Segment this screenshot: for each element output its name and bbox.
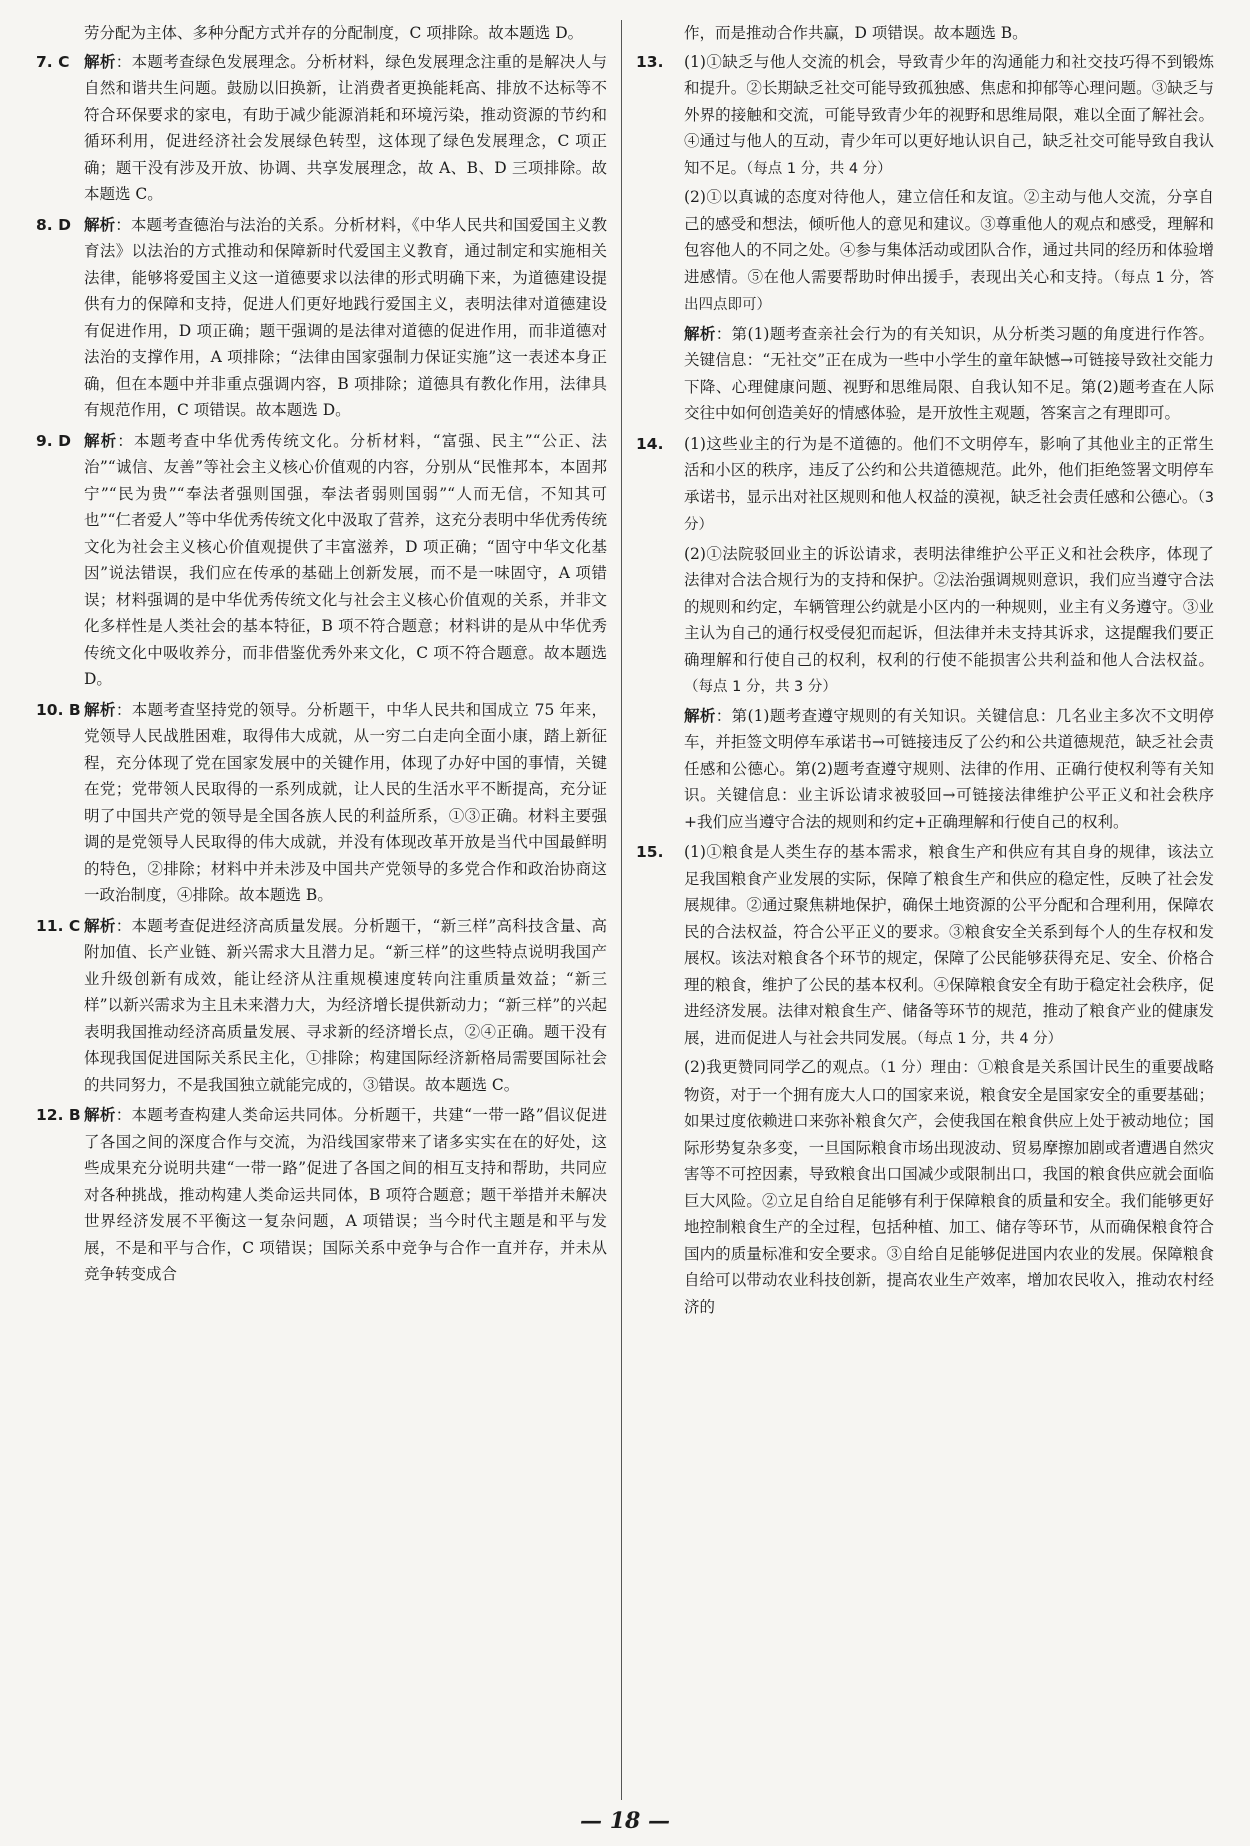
answer-item-14 — [636, 431, 1214, 838]
answer-item-10 — [36, 697, 607, 911]
analysis-text: ：本题考查中华优秀传统文化。分析材料，“富强、民主”“公正、法治”“诚信、友善”等社会主义核心价值观的内容，分别从“民惟邦本，本固邦宁”“民为贵”“奉法者强则国强，奉法者弱则国弱”“人而无信，不知其可也”“仁者爱人”等中华优秀传统文化中汲取了营养，这充分表明中华优秀传统文化为社会主义核心价值观提供了丰富滋养，D 项正确；“固守中华文化基因”说法错误，我们应在传承的基础上创新发展，而不是一味固守，A 项错误；材料强调的是中华优秀传统文化与社会主义核心价值观的关系，并非文化多样性是人类社会的基本特征，B 项不符合题意；材料讲的是从中华优秀传统文化中吸收养分，而非借鉴优秀外来文化，C 项不符合题意。故本题选 D。 — [84, 431, 607, 688]
left-column — [36, 20, 621, 1800]
answer-item-7 — [36, 49, 607, 210]
page-number: — 18 — — [580, 1808, 670, 1834]
answer-part-2: (2)①以真诚的态度对待他人，建立信任和友谊。②主动与他人交流，分享自己的感受和想法，倾听他人的意见和建议。③尊重他人的观点和感受，理解和包容他人的不同之处。④参与集体活动或团队合作，通过共同的经历和体验增进感情。⑤在他人需要帮助时伸出援手，表现出关心和支持。 — [684, 188, 1214, 286]
analysis-label: 解析 — [84, 1106, 116, 1124]
answer-item-8 — [36, 212, 607, 426]
answer-number: 15. — [636, 843, 664, 861]
answer-item-9 — [36, 428, 607, 695]
analysis-label: 解析 — [84, 52, 116, 71]
answer-number: 9. D — [36, 431, 71, 450]
answer-page — [36, 20, 1214, 1800]
analysis-text: ：第(1)题考查亲社会行为的有关知识，从分析类习题的角度进行作答。关键信息：“无社交”正在成为一些中小学生的童年缺憾→可链接导致社交能力下降、心理健康问题、视野和思维局限、自我认知不足。第(2)题考查在人际交往中如何创造美好的情感体验，是开放性主观题，答案言之有理即可。 — [684, 324, 1214, 422]
analysis-label: 解析 — [684, 324, 716, 343]
analysis-text: ：本题考查德治与法治的关系。分析材料，《中华人民共和国爱国主义教育法》以法治的方式推动和保障新时代爱国主义教育，通过制定和实施相关法律，能够将爱国主义这一道德要求以法律的形式明确下来，为道德建设提供有力的保障和支持，促进人们更好地践行爱国主义，表明法律对道德建设有促进作用，D 项正确；题干强调的是法律对道德的促进作用，而非道德对法治的支撑作用，A 项排除；“法律由国家强制力保证实施”这一表述本身正确，但在本题中并非重点强调内容，B 项排除；道德具有教化作用，法律具有规范作用，C 项错误。故本题选 D。 — [84, 215, 607, 419]
right-column — [621, 20, 1214, 1800]
answer-number: 11. C — [36, 916, 81, 935]
analysis-label: 解析 — [84, 700, 116, 719]
analysis-text: ：第(1)题考查遵守规则的有关知识。关键信息：几名业主多次不文明停车，并拒签文明停车承诺书→可链接违反了公约和公共道德规范，缺乏社会责任感和公德心。第(2)题考查遵守规则、法律的作用、正确行使权利等有关知识。关键信息：业主诉讼请求被驳回→可链接法律维护公平正义和社会秩序+我们应当遵守合法的规则和约定+正确理解和行使自己的权利。 — [684, 706, 1214, 831]
answer-part-1: (1)①粮食是人类生存的基本需求，粮食生产和供应有其自身的规律，该法立足我国粮食产业发展的实际，保障了粮食生产和供应的稳定性，反映了社会发展规律。②通过聚焦耕地保护，确保土地资源的公平分配和合理利用，保障农民的合法权益，符合公平正义的要求。③粮食安全关系到每个人的生存权和发展权。该法对粮食各个环节的规定，保障了公民能够获得充足、安全、价格合理的粮食，维护了公民的基本权利。④保障粮食安全有助于稳定社会秩序，促进经济发展。法律对粮食生产、储备等环节的规范，推动了粮食产业的健康发展，进而促进人与社会共同发展。 — [684, 843, 1214, 1047]
answer-number: 10. B — [36, 700, 81, 719]
score-note: （每点 1 分，答出四点即可） — [684, 269, 1214, 313]
analysis-label: 解析 — [84, 215, 116, 234]
score-note: （每点 1 分，共 3 分） — [684, 679, 837, 695]
answer-number: 12. B — [36, 1106, 81, 1124]
answer-part-1: (1)这些业主的行为是不道德的。他们不文明停车，影响了其他业主的正常生活和小区的秩序，违反了公约和公共道德规范。此外，他们拒绝签署文明停车承诺书，显示出对社区规则和他人权益的漠视，缺乏社会责任感和公德心。 — [684, 434, 1214, 506]
carryover-paragraph: 作，而是推动合作共赢，D 项错误。故本题选 B。 — [684, 24, 1028, 42]
analysis-text: ：本题考查坚持党的领导。分析题干，中华人民共和国成立 75 年来，党领导人民战胜困难，取得伟大成就，从一穷二白走向全面小康，踏上新征程，充分体现了党在国家发展中的关键作用，体现了办好中国的事情，关键在党；党带领人民取得的一系列成就，让人民的生活水平不断提高，充分证明了中国共产党的领导是全国各族人民的利益所系，①③正确。材料主要强调的是党领导人民取得的伟大成就，并没有体现改革开放是当代中国最鲜明的特色，②排除；材料中并未涉及中国共产党领导的多党合作和政治协商这一政治制度，④排除。故本题选 B。 — [84, 700, 607, 904]
analysis-text: ：本题考查绿色发展理念。分析材料，绿色发展理念注重的是解决人与自然和谐共生问题。鼓励以旧换新，让消费者更换能耗高、排放不达标等不符合环保要求的家电，有助于减少能源消耗和环境污染，推动资源的节约和循环利用，促进经济社会发展绿色转型，这体现了绿色发展理念，C 项正确；题干没有涉及开放、协调、共享发展理念，故 A、B、D 三项排除。故本题选 C。 — [84, 52, 607, 203]
analysis-text: ：本题考查构建人类命运共同体。分析题干，共建“一带一路”倡议促进了各国之间的深度合作与交流，为沿线国家带来了诸多实实在在的好处，这些成果充分说明共建“一带一路”促进了各国之间的相互支持和帮助，共同应对各种挑战，推动构建人类命运共同体，B 项符合题意；题干举措并未解决世界经济发展不平衡这一复杂问题，A 项错误；当今时代主题是和平与发展，不是和平与合作，C 项错误；国际关系中竞争与合作一直并存，并未从竞争转变成合 — [84, 1106, 607, 1283]
answer-item-12 — [36, 1102, 607, 1290]
score-note: （3 分） — [684, 489, 1214, 533]
answer-item-11 — [36, 913, 607, 1101]
score-note: （1 分） — [879, 1060, 931, 1076]
answer-part-2-reason: 理由：①粮食是关系国计民生的重要战略物资，对于一个拥有庞大人口的国家来说，粮食安全是国家安全的重要基础；如果过度依赖进口来弥补粮食欠产，会使我国在粮食供应上处于被动地位；国际形势复杂多变，一旦国际粮食市场出现波动、贸易摩擦加剧或者遭遇自然灾害等不可控因素，导致粮食出口国减少或限制出口，我国的粮食供应就会面临巨大风险。②立足自给自足能够有利于保障粮食的质量和安全。我们能够更好地控制粮食生产的全过程，包括种植、加工、储存等环节，从而确保粮食符合国内的质量标准和安全要求。③自给自足能够促进国内农业的发展。保障粮食自给可以带动农业科技创新，提高农业生产效率，增加农民收入，推动农村经济的 — [684, 1058, 1214, 1316]
analysis-label: 解析 — [84, 916, 116, 935]
answer-number: 14. — [636, 434, 664, 453]
answer-number: 8. D — [36, 215, 71, 234]
answer-part-1: (1)①缺乏与他人交流的机会，导致青少年的沟通能力和社交技巧得不到锻炼和提升。②长期缺乏社交可能导致孤独感、焦虑和抑郁等心理问题。③缺乏与外界的接触和交流，可能导致青少年的视野和思维局限，难以全面了解社会。④通过与他人的互动，青少年可以更好地认识自己，缺乏社交可能导致自我认知不足。 — [684, 52, 1214, 177]
score-note: （每点 1 分，共 4 分） — [916, 1030, 1063, 1047]
answer-number: 7. C — [36, 52, 70, 71]
analysis-label: 解析 — [684, 706, 716, 725]
answer-item-15 — [636, 839, 1214, 1322]
answer-part-2: (2)①法院驳回业主的诉讼请求，表明法律维护公平正义和社会秩序，体现了法律对合法合规行为的支持和保护。②法治强调规则意识，我们应当遵守合法的规则和约定，车辆管理公约就是小区内的一种规则，业主有义务遵守。③业主认为自己的通行权受侵犯而起诉，但法律并未支持其诉求，这提醒我们要正确理解和行使自己的权利，权利的行使不能损害公共利益和他人合法权益。 — [684, 544, 1214, 669]
answer-number: 13. — [636, 52, 664, 71]
carryover-paragraph: 劳分配为主体、多种分配方式并存的分配制度，C 项排除。故本题选 D。 — [84, 24, 584, 42]
answer-item-13 — [636, 49, 1214, 429]
analysis-text: ：本题考查促进经济高质量发展。分析题干，“新三样”高科技含量、高附加值、长产业链、新兴需求大且潜力足。“新三样”的这些特点说明我国产业升级创新有成效，能让经济从注重规模速度转向注重质量效益；“新三样”以新兴需求为主且未来潜力大，为经济增长提供新动力；“新三样”的兴起表明我国推动经济高质量发展、寻求新的经济增长点，②④正确。题干没有体现我国促进国际关系民主化，①排除；构建国际经济新格局需要国际社会的共同努力，不是我国独立就能完成的，③错误。故本题选 C。 — [84, 916, 607, 1094]
score-note: （每点 1 分，共 4 分） — [746, 160, 892, 177]
answer-part-2: (2)我更赞同同学乙的观点。 — [684, 1058, 880, 1076]
analysis-label: 解析 — [84, 431, 118, 450]
